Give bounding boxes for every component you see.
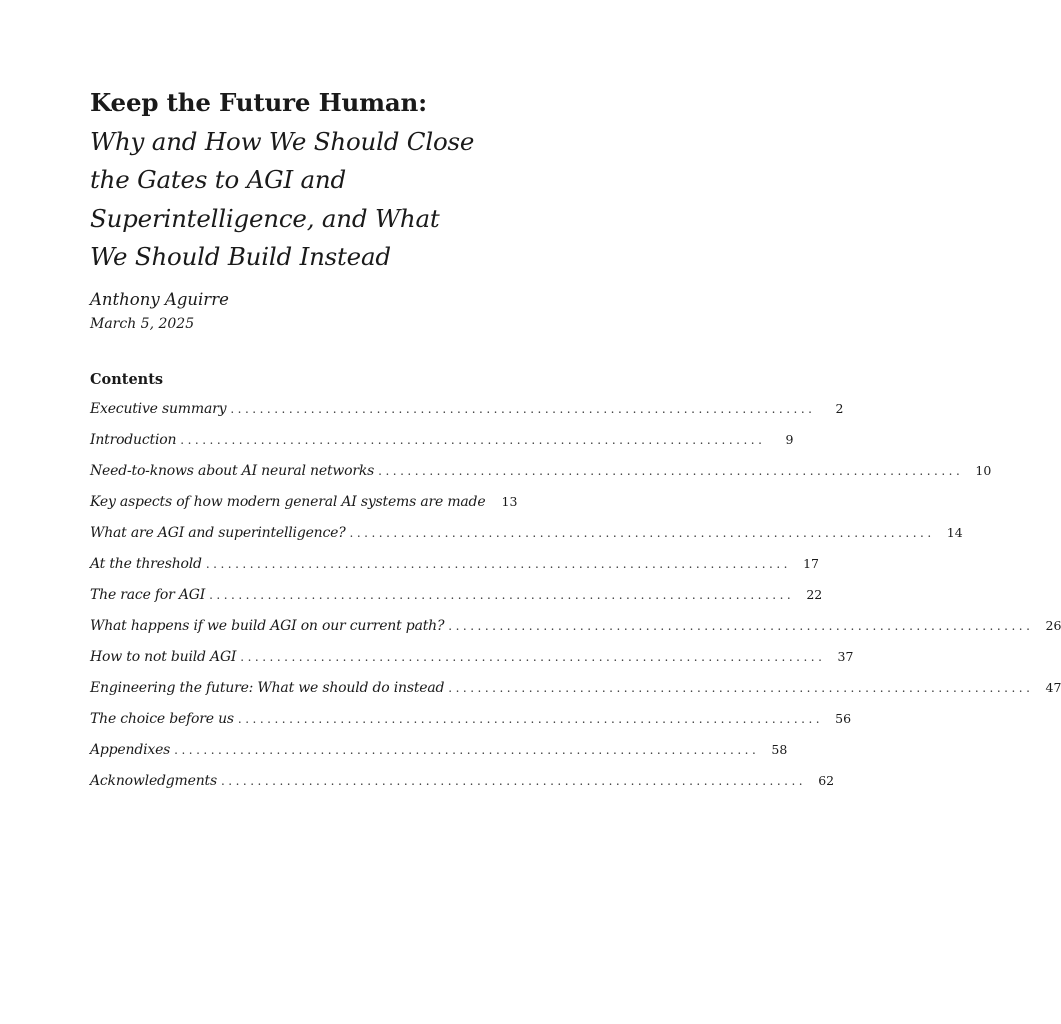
toc-entry-page[interactable]: 37 <box>837 648 854 664</box>
toc-leader-dots: ................................................................................ <box>240 649 826 664</box>
toc-leader-dots: ................................................................................ <box>349 525 935 540</box>
toc-entry[interactable] <box>90 772 835 804</box>
toc-entry[interactable] <box>90 400 844 432</box>
toc-entry-page[interactable]: 56 <box>835 710 852 726</box>
toc-leader-dots: ................................................................................ <box>220 773 807 788</box>
toc-entry[interactable] <box>90 617 1061 649</box>
toc-leader-dots: ................................................................................ <box>448 680 1034 695</box>
toc-leader-dots: ................................................................................ <box>209 587 795 602</box>
publication-date: March 5, 2025 <box>90 315 195 332</box>
author-name: Anthony Aguirre <box>90 289 229 309</box>
toc-entry-title[interactable]: What happens if we build AGI on our current path? <box>90 617 445 634</box>
toc-entry-title[interactable]: Engineering the future: What we should do instead <box>90 679 445 696</box>
toc-entry-page[interactable]: 26 <box>1045 617 1061 633</box>
toc-entry-page[interactable]: 10 <box>975 462 992 478</box>
toc-entry-title[interactable]: At the threshold <box>90 555 202 572</box>
document-page <box>90 84 1061 820</box>
toc-entry-page[interactable]: 62 <box>818 772 835 788</box>
toc-entry-title[interactable]: Acknowledgments <box>90 772 217 789</box>
toc-entry-page[interactable]: 22 <box>806 586 823 602</box>
toc-entry-title[interactable]: Appendixes <box>90 741 171 758</box>
toc-entry-title[interactable]: Need-to-knows about AI neural networks <box>90 462 375 479</box>
toc-entry-title[interactable]: The race for AGI <box>90 586 206 603</box>
toc-leader-dots: ................................................................................ <box>378 463 964 478</box>
table-of-contents <box>90 400 1061 804</box>
toc-entry-page[interactable]: 2 <box>835 400 844 416</box>
toc-entry[interactable] <box>90 462 992 494</box>
toc-entry-title[interactable]: How to not build AGI <box>90 648 237 665</box>
toc-entry[interactable] <box>90 586 823 618</box>
toc-entry-title[interactable]: Key aspects of how modern general AI systems are made <box>90 493 486 510</box>
contents-heading: Contents <box>90 370 164 388</box>
toc-entry[interactable] <box>90 648 854 680</box>
toc-entry-title[interactable]: Executive summary <box>90 400 227 417</box>
toc-entry[interactable] <box>90 710 852 742</box>
title-bold-part: Keep the Future Human: <box>90 88 427 117</box>
toc-entry-title[interactable]: The choice before us <box>90 710 234 727</box>
toc-leader-dots: ................................................................................ <box>448 618 1034 633</box>
toc-entry-page[interactable]: 58 <box>771 741 788 757</box>
toc-entry[interactable] <box>90 555 819 587</box>
toc-entry[interactable] <box>90 431 794 463</box>
toc-entry[interactable] <box>90 524 963 556</box>
toc-leader-dots: ................................................................................ <box>174 742 760 757</box>
toc-entry-page[interactable]: 14 <box>946 524 963 540</box>
document-title <box>90 84 482 277</box>
toc-entry[interactable] <box>90 741 788 773</box>
toc-leader-dots: ................................................................................ <box>230 401 816 416</box>
toc-leader-dots: ................................................................................ <box>237 711 824 726</box>
toc-leader-dots: ................................................................................ <box>180 432 766 447</box>
toc-entry-page[interactable]: 13 <box>501 493 518 509</box>
toc-entry-page[interactable]: 17 <box>803 555 819 571</box>
toc-leader-dots: ................................................................................ <box>205 556 791 571</box>
toc-entry-title[interactable]: Introduction <box>90 431 177 448</box>
toc-entry[interactable] <box>90 493 518 525</box>
toc-entry[interactable] <box>90 679 1061 711</box>
toc-entry-title[interactable]: What are AGI and superintelligence? <box>90 524 346 541</box>
title-italic-part: Why and How We Should Close the Gates to AGI and Superintelligence, and What We Should Build Instead <box>90 126 475 271</box>
toc-entry-page[interactable]: 47 <box>1045 679 1061 695</box>
toc-entry-page[interactable]: 9 <box>785 431 794 447</box>
